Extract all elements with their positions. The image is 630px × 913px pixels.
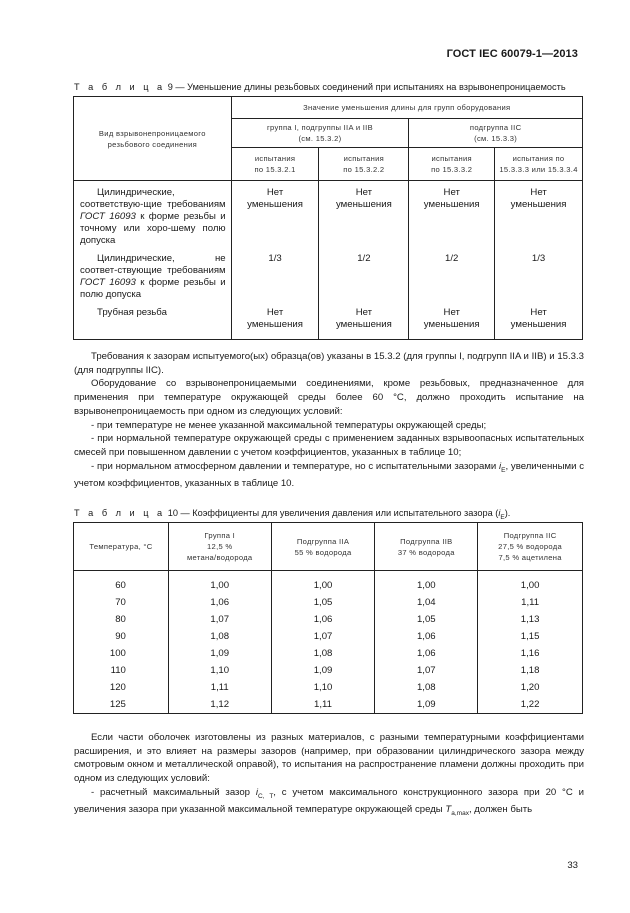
cell-value: 1,04	[375, 594, 478, 611]
header-line: 27,5 % водорода	[498, 542, 563, 551]
table9-title: — Уменьшение длины резьбовых соединений при испытаниях на взрывонепроницаемость	[175, 82, 566, 92]
test-line: испытания	[254, 154, 296, 163]
value-line: 1/2	[357, 253, 371, 264]
cell-value: 1,09	[375, 696, 478, 714]
value-line: уменьшения	[247, 199, 303, 210]
table9-kind-header	[74, 97, 232, 181]
cell-value: 1,00	[478, 577, 583, 594]
header-line: Температура, °С	[89, 542, 153, 551]
value-line: Нет	[443, 187, 460, 198]
table9-value-cell	[495, 247, 583, 301]
value-line: 1/3	[268, 253, 282, 264]
table-row	[74, 594, 583, 611]
cell-temperature: 110	[74, 662, 169, 679]
table10-header-cell	[74, 523, 169, 571]
table-row	[74, 301, 583, 339]
table9-group-line: подгруппа IIC	[469, 123, 522, 132]
cell-value: 1,13	[478, 611, 583, 628]
table9-kind-cell	[74, 301, 232, 339]
page-number: 33	[567, 860, 578, 871]
table10-header-cell	[478, 523, 583, 571]
cell-value: 1,08	[271, 645, 375, 662]
text-run: , должен быть	[468, 804, 533, 816]
paragraph: Если части оболочек изготовлены из разных материалов, с разными температурными коэффициентами расширения, и это влияет на размеры зазоров (например, при образовании цилиндрического зазора между смотровым окном и металлической оправой), то испытания на распространение пламени должны проходить при одном из следующих условий:	[74, 732, 584, 785]
variable: i	[498, 508, 501, 518]
cell-temperature: 80	[74, 611, 169, 628]
test-line: по 15.3.2.1	[254, 165, 296, 174]
header-line: Группа I	[204, 531, 236, 540]
cell-value: 1,06	[271, 611, 375, 628]
table9-kind-header-line: Вид взрывонепроницаемого	[98, 128, 206, 138]
table-row	[74, 662, 583, 679]
table-row	[74, 577, 583, 594]
table10	[73, 522, 583, 714]
cell-value: 1,22	[478, 696, 583, 714]
table9-group-line: (см. 15.3.3)	[474, 134, 518, 143]
table9-number: 9	[167, 82, 173, 92]
test-line: испытания по	[512, 154, 565, 163]
bullet-item: - при нормальной температуре окружающей среды с применением заданных взрывоопасных испытательных смесей при повышенном давлении с учетом коэффициентов, указанных в таблице 10;	[74, 433, 584, 458]
table9-test-header	[409, 148, 495, 181]
table9-value-cell	[409, 301, 495, 339]
cell-temperature: 70	[74, 594, 169, 611]
cell-temperature: 60	[74, 577, 169, 594]
table10-caption	[74, 508, 510, 521]
header-line: 55 % водорода	[294, 547, 352, 557]
cell-value: 1,10	[271, 679, 375, 696]
table10-number: 10	[167, 508, 178, 518]
value-line: Нет	[266, 187, 284, 198]
table9-kind-cell	[74, 181, 232, 248]
table-row	[74, 181, 583, 248]
subscript: E	[500, 513, 505, 521]
cell-value: 1,06	[168, 594, 271, 611]
value-line: Нет	[530, 187, 547, 198]
header-line: 37 % водорода	[397, 547, 455, 557]
value-line: Нет	[443, 307, 460, 318]
cell-temperature: 90	[74, 628, 169, 645]
table-row	[74, 679, 583, 696]
cell-value: 1,06	[375, 645, 478, 662]
kind-standard-ref: ГОСТ 16093	[80, 277, 136, 288]
table-row	[74, 247, 583, 301]
cell-value: 1,16	[478, 645, 583, 662]
bullet-item	[74, 786, 584, 821]
cell-value: 1,00	[168, 577, 271, 594]
table9-value-cell	[319, 301, 409, 339]
table9-value-cell	[409, 181, 495, 248]
table9-value-cell	[231, 247, 319, 301]
table9-label: Т а б л и ц а	[74, 82, 166, 92]
cell-value: 1,00	[271, 577, 375, 594]
table9-value-cell	[409, 247, 495, 301]
table9-test-header	[495, 148, 583, 181]
body-text-block-2	[74, 731, 584, 821]
header-line: Подгруппа IIA	[296, 536, 350, 546]
value-line: уменьшения	[335, 199, 392, 210]
cell-temperature: 100	[74, 645, 169, 662]
test-line: испытания	[343, 154, 385, 163]
text-run: - при нормальном атмосферном давлении и температуре, но с испытательными зазорами	[91, 460, 499, 472]
cell-value: 1,07	[168, 611, 271, 628]
value-line: уменьшения	[510, 319, 567, 330]
header-line: 7,5 % ацетилена	[498, 553, 562, 562]
variable: i	[255, 786, 258, 798]
table9-value-cell	[319, 181, 409, 248]
kind-text: к форме резьбы и полю допуска	[80, 277, 226, 300]
cell-value: 1,15	[478, 628, 583, 645]
header-line: Подгруппа IIB	[400, 536, 453, 546]
kind-standard-ref: ГОСТ 16093	[80, 211, 136, 222]
table10-label: Т а б л и ц а	[74, 508, 166, 518]
cell-value: 1,18	[478, 662, 583, 679]
value-line: уменьшения	[510, 199, 567, 210]
body-text-block-1	[74, 350, 584, 491]
bullet-item: - при температуре не менее указанной максимальной температуры окружающей среды;	[91, 419, 487, 431]
cell-value: 1,20	[478, 679, 583, 696]
table-row	[74, 696, 583, 714]
table9-value-cell	[495, 301, 583, 339]
table-row	[74, 645, 583, 662]
value-line: Нет	[530, 307, 547, 318]
subscript: C, T	[257, 792, 274, 800]
table9-group-header	[231, 119, 409, 148]
variable: T	[445, 804, 452, 816]
cell-value: 1,12	[168, 696, 271, 714]
cell-value: 1,05	[271, 594, 375, 611]
table10-header-cell	[271, 523, 375, 571]
table9-test-header	[231, 148, 319, 181]
cell-temperature: 125	[74, 696, 169, 714]
value-line: 1/3	[531, 253, 546, 264]
bullet-item	[74, 460, 584, 491]
table9-value-cell	[231, 181, 319, 248]
test-line: 15.3.3.3 или 15.3.3.4	[499, 165, 578, 174]
table10-title: ).	[504, 508, 511, 518]
table9-caption	[74, 82, 566, 92]
table-row	[74, 628, 583, 645]
cell-value: 1,08	[375, 679, 478, 696]
table9-group-line: (см. 15.3.2)	[298, 134, 342, 143]
test-line: по 15.3.3.2	[431, 165, 473, 174]
table9-value-cell	[319, 247, 409, 301]
cell-value: 1,07	[271, 628, 375, 645]
paragraph: Требования к зазорам испытуемого(ых) образца(ов) указаны в 15.3.2 (для группы I, подгрупп IIA и IIB) и 15.3.3 (для подгруппы IIC).	[74, 351, 584, 376]
kind-text: к форме резьбы и точному или хоро-шему полю допуска	[80, 211, 226, 246]
value-line: уменьшения	[335, 319, 392, 330]
header-line: метана/водорода	[187, 553, 253, 562]
kind-text: Цилиндрические, соответствую-щие требованиям	[80, 187, 226, 210]
test-line: по 15.3.2.2	[343, 165, 385, 174]
cell-temperature: 120	[74, 679, 169, 696]
table10-title: — Коэффициенты для увеличения давления или испытательного зазора (	[180, 508, 499, 518]
header-line: Подгруппа IIC	[503, 531, 557, 540]
cell-value: 1,11	[271, 696, 375, 714]
subscript: E	[501, 466, 506, 474]
table9-test-header	[319, 148, 409, 181]
kind-text: Цилиндрические, не соответ-ствующие требованиям	[80, 253, 226, 276]
table9-kind-cell	[74, 247, 232, 301]
table9-value-cell	[231, 301, 319, 339]
header-line: 12,5 %	[207, 542, 233, 551]
paragraph: Оборудование со взрывонепроницаемыми соединениями, кроме резьбовых, предназначенное для применения при температуре окружающей среды более 60 °С, должно проходить испытание на взрывонепроницаемость при одном из следующих условий:	[74, 378, 584, 417]
value-line: уменьшения	[423, 319, 480, 330]
cell-value: 1,11	[168, 679, 271, 696]
text-run: , с учетом максимального конструкционного зазора при 20 °С и увеличения зазора при указанной максимальной температуре окружающей среды	[74, 786, 584, 816]
text-run: , увеличенными с учетом коэффициентов, указанных в таблице 10.	[74, 460, 584, 490]
table9-value-header: Значение уменьшения длины для групп оборудования	[231, 97, 582, 119]
cell-value: 1,07	[375, 662, 478, 679]
variable: i	[499, 460, 502, 472]
table9-value-cell	[495, 181, 583, 248]
table10-header-cell	[168, 523, 271, 571]
table-row	[74, 611, 583, 628]
table9-group-header	[409, 119, 583, 148]
kind-text: Трубная резьба	[97, 307, 167, 318]
value-line: уменьшения	[423, 199, 480, 210]
value-line: Нет	[355, 307, 373, 318]
cell-value: 1,11	[478, 594, 583, 611]
table10-header-cell	[375, 523, 478, 571]
cell-value: 1,00	[375, 577, 478, 594]
test-line: испытания	[431, 154, 472, 163]
text-run: - расчетный максимальный зазор	[91, 786, 256, 798]
cell-value: 1,05	[375, 611, 478, 628]
cell-value: 1,08	[168, 628, 271, 645]
cell-value: 1,09	[168, 645, 271, 662]
subscript: a,max	[451, 810, 469, 818]
table9-kind-header-line: резьбового соединения	[107, 139, 198, 149]
value-line: 1/2	[445, 253, 459, 264]
standard-header: ГОСТ IEC 60079-1—2013	[446, 48, 578, 60]
value-line: уменьшения	[247, 319, 303, 330]
table9-group-line: группа I, подгруппы IIA и IIB	[266, 123, 373, 132]
cell-value: 1,06	[375, 628, 478, 645]
table9	[73, 96, 583, 340]
cell-value: 1,10	[168, 662, 271, 679]
value-line: Нет	[266, 307, 284, 318]
cell-value: 1,09	[271, 662, 375, 679]
value-line: Нет	[355, 187, 373, 198]
